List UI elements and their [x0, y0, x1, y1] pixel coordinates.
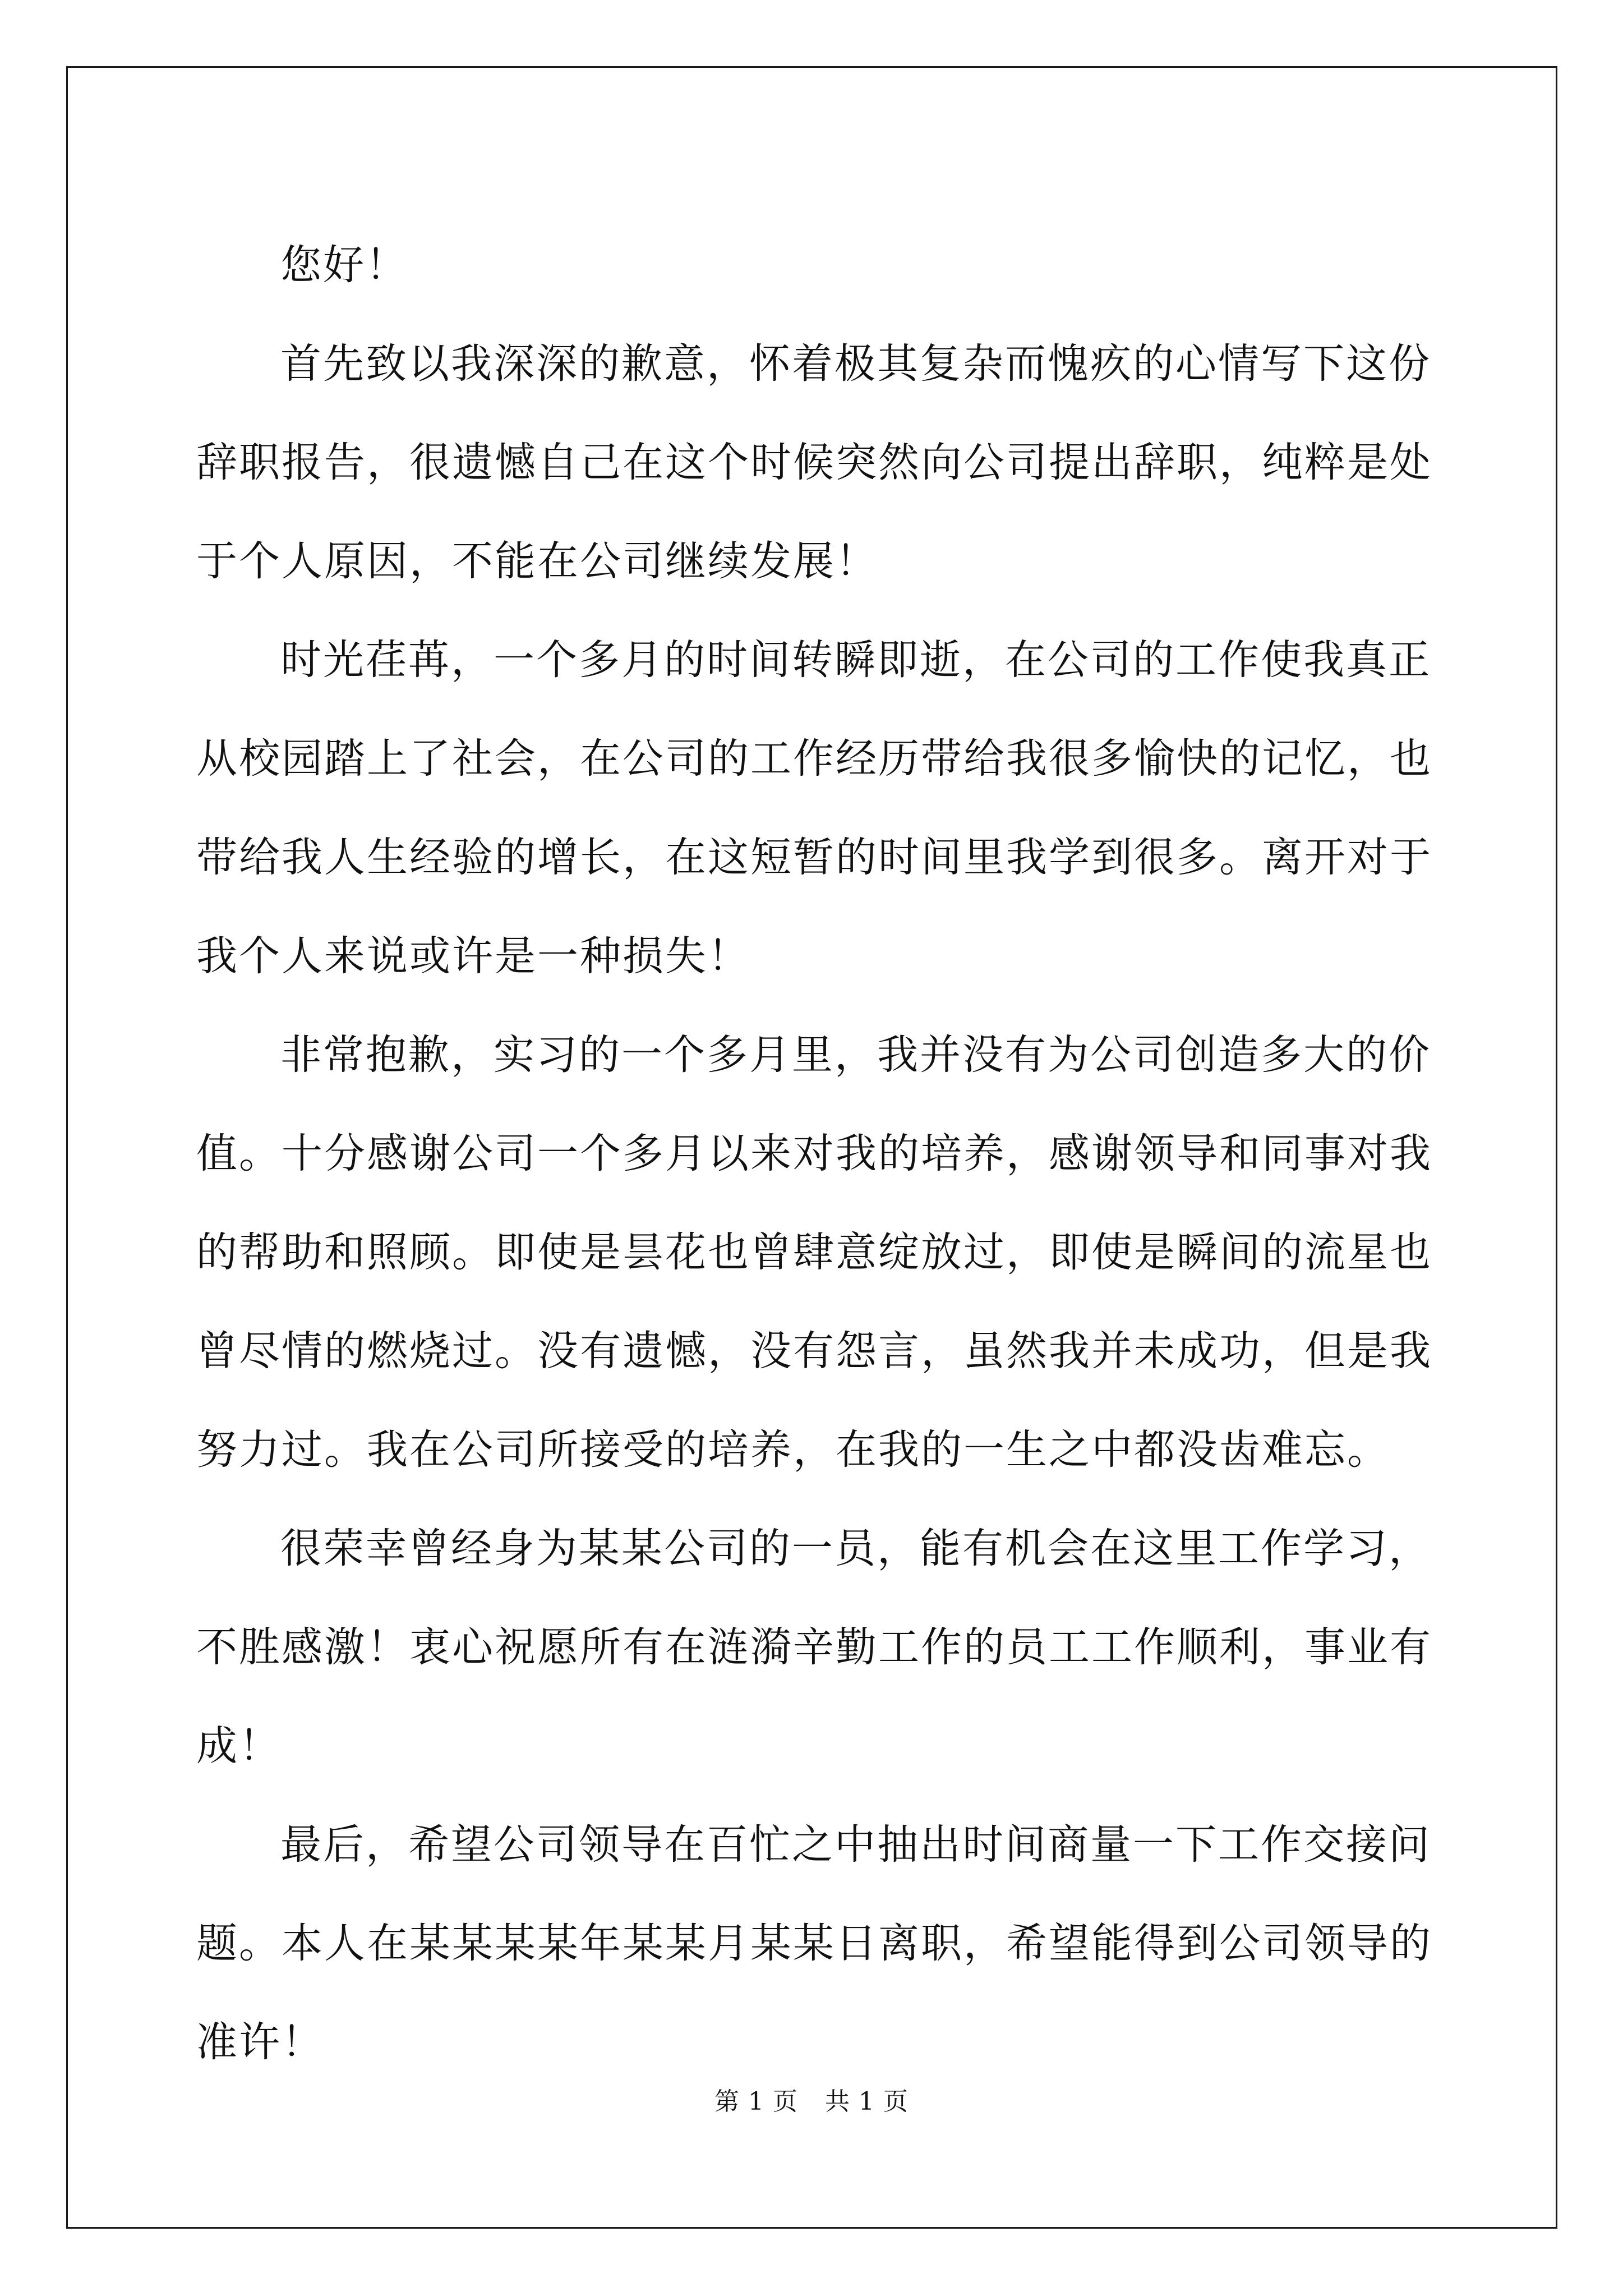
paragraph-gratitude: 非常抱歉，实习的一个多月里，我并没有为公司创造多大的价值。十分感谢公司一个多月以来对我的培养，感谢领导和同事对我的帮助和照顾。即使是昙花也曾肆意绽放过，即使是瞬间的流星也曾尽情的燃烧过。没有遗憾，没有怨言，虽然我并未成功，但是我努力过。我在公司所接受的培养，在我的一生之中都没齿难忘。: [196, 1031, 1432, 1474]
paragraph-experience: 时光荏苒，一个多月的时间转瞬即逝，在公司的工作使我真正从校园踏上了社会，在公司的工作经历带给我很多愉快的记忆，也带给我人生经验的增长，在这短暂的时间里我学到很多。离开对于我个人来说或许是一种损失！: [196, 636, 1432, 980]
page-footer: [0, 2081, 1623, 2117]
page-total: 共 1 页: [825, 2087, 909, 2116]
page-number: 第 1 页: [714, 2087, 798, 2116]
greeting: 您好！: [280, 241, 408, 289]
letter-body: [196, 216, 1436, 2092]
paragraph-apology: 首先致以我深深的歉意，怀着极其复杂而愧疚的心情写下这份辞职报告，很遗憾自己在这个时候突然向公司提出辞职，纯粹是处于个人原因，不能在公司继续发展！: [196, 340, 1432, 585]
paragraph-honor: 很荣幸曾经身为某某公司的一员，能有机会在这里工作学习，不胜感激！衷心祝愿所有在涟漪辛勤工作的员工工作顺利，事业有成！: [196, 1525, 1432, 1770]
paragraph-handover: 最后，希望公司领导在百忙之中抽出时间商量一下工作交接问题。本人在某某某某年某某月某某日离职，希望能得到公司领导的准许！: [196, 1821, 1432, 2066]
